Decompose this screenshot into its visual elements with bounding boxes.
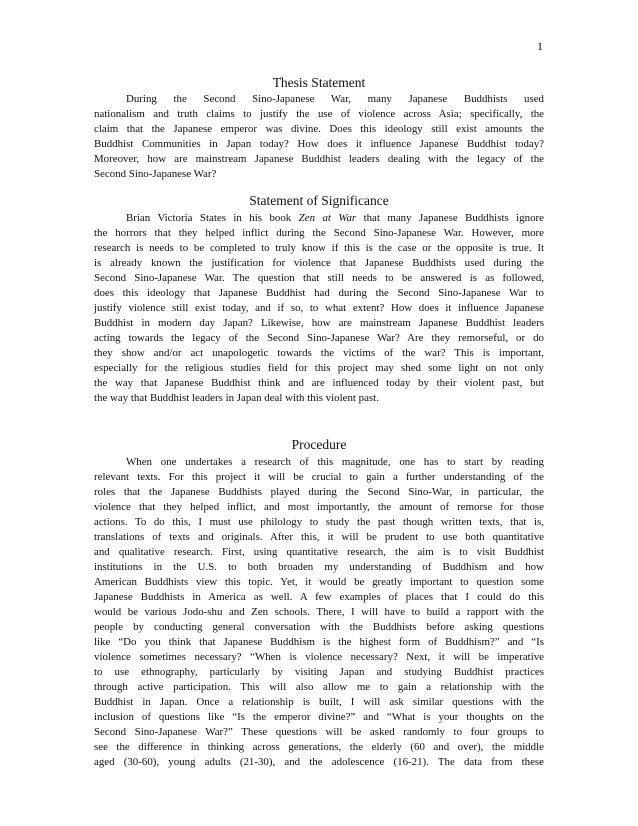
text-line: actions. To do this, I must use philology to study the past though written texts, that is, bbox=[94, 516, 544, 528]
text-line: the way that Japanese Buddhist think and are influenced today by their violent past, but bbox=[94, 377, 544, 389]
text-line: especially for the religious studies field for this project may shed some light on not only bbox=[94, 362, 544, 374]
text-line: see the difference in thinking across generations, the elderly (60 and over), the middle bbox=[94, 741, 544, 753]
text-line: like “Do you think that Japanese Buddhism is the highest form of Buddhism?” and “Is bbox=[94, 636, 544, 648]
text-line: claim that the Japanese emperor was divine. Does this ideology still exist amounts the bbox=[94, 123, 544, 135]
text-line: Buddhist in modern day Japan? Likewise, how are mainstream Japanese Buddhist leaders bbox=[94, 317, 544, 329]
text-line: institutions in the U.S. to both broaden my understanding of Buddhism and how bbox=[94, 561, 544, 573]
paragraph-thesis-statement bbox=[94, 92, 544, 182]
heading-procedure: Procedure bbox=[291, 437, 347, 452]
page-number: 1 bbox=[537, 39, 543, 53]
text-line: and qualitative research. First, using quantitative research, the aim is to visit Buddhist bbox=[94, 546, 544, 558]
heading-thesis-statement: Thesis Statement bbox=[272, 75, 366, 90]
text-line: research is needs to be completed to truly know if this is the case or the opposite is true. It bbox=[94, 242, 544, 254]
text-line: American Buddhists view this topic. Yet, it would be greatly important to question some bbox=[94, 576, 544, 588]
text-line: they show and/or act unapologetic towards the victims of the war? This is important, bbox=[94, 347, 544, 359]
text-line: people by conducting general conversation with the Buddhists before asking questions bbox=[94, 621, 544, 633]
text-line: When one undertakes a research of this magnitude, one has to start by reading bbox=[126, 456, 544, 468]
text-line: Second Sino-Japanese War? bbox=[94, 168, 217, 180]
text-line: justify violence still exist today, and if so, to what extent? How does it influence Japanese bbox=[94, 302, 544, 314]
text-line: is already known the justification for violence that Japanese Buddhists used during the bbox=[94, 257, 544, 269]
paragraph-statement-of-significance bbox=[94, 211, 544, 406]
book-title: Zen at War bbox=[298, 212, 357, 224]
text-line: Second Sino-Japanese War. The question that still needs to be answered is as followed, bbox=[94, 272, 544, 284]
text-line: aged (30-60), young adults (21-30), and the adolescence (16-21). The data from these bbox=[94, 756, 544, 768]
text-line: does this ideology that Japanese Buddhist had during the Second Sino-Japanese War to bbox=[94, 287, 544, 299]
text-line bbox=[94, 211, 544, 226]
text-line: to use ethnography, particularly by visiting Japan and studying Buddhist practices bbox=[94, 666, 544, 678]
text-line: inclusion of questions like “Is the emperor divine?” and “What is your thoughts on the bbox=[94, 711, 544, 723]
text-line: the horrors that they helped inflict during the Second Sino-Japanese War. However, more bbox=[94, 227, 544, 239]
text-line: translations of texts and originals. After this, it will be prudent to use both quantitative bbox=[94, 531, 544, 543]
heading-statement-of-significance: Statement of Significance bbox=[249, 193, 389, 208]
text-line: relevant texts. For this project it will be crucial to gain a further understanding of the bbox=[94, 471, 544, 483]
text-line: roles that the Japanese Buddhists played during the Second Sino-War, in particular, the bbox=[94, 486, 544, 498]
text-line: violence sometimes necessary? “When is violence necessary? Next, it will be imperative bbox=[94, 651, 544, 663]
text-line: would be various Jodo-shu and Zen schools. There, I will have to build a rapport with the bbox=[94, 606, 544, 618]
text-line: Second Sino-Japanese War?” These questions will be asked randomly to four groups to bbox=[94, 726, 544, 738]
text-line: acting towards the legacy of the Second Sino-Japanese War? Are they remorseful, or do bbox=[94, 332, 544, 344]
text-line: Japanese Buddhists in America as well. A few examples of places that I could do this bbox=[94, 591, 544, 603]
text-fragment: Brian Victoria States in his book bbox=[126, 212, 299, 224]
text-line: the way that Buddhist leaders in Japan deal with this violent past. bbox=[94, 392, 379, 404]
text-fragment: that many Japanese Buddhists ignore bbox=[356, 212, 544, 224]
text-line: Buddhist Communities in Japan today? How does it influence Japanese Buddhist today? bbox=[94, 138, 544, 150]
text-line: violence that they helped inflict, and most importantly, the amount of remorse for those bbox=[94, 501, 544, 513]
text-line: Buddhist in Japan. Once a relationship is built, I will ask similar questions with the bbox=[94, 696, 544, 708]
text-line: through active participation. This will also allow me to gain a relationship with the bbox=[94, 681, 544, 693]
text-line: nationalism and truth claims to justify the use of violence across Asia; specifically, the bbox=[94, 108, 544, 120]
text-line: Moreover, how are mainstream Japanese Buddhist leaders dealing with the legacy of the bbox=[94, 153, 544, 165]
paragraph-procedure bbox=[94, 455, 544, 770]
text-line: During the Second Sino-Japanese War, many Japanese Buddhists used bbox=[126, 93, 544, 105]
